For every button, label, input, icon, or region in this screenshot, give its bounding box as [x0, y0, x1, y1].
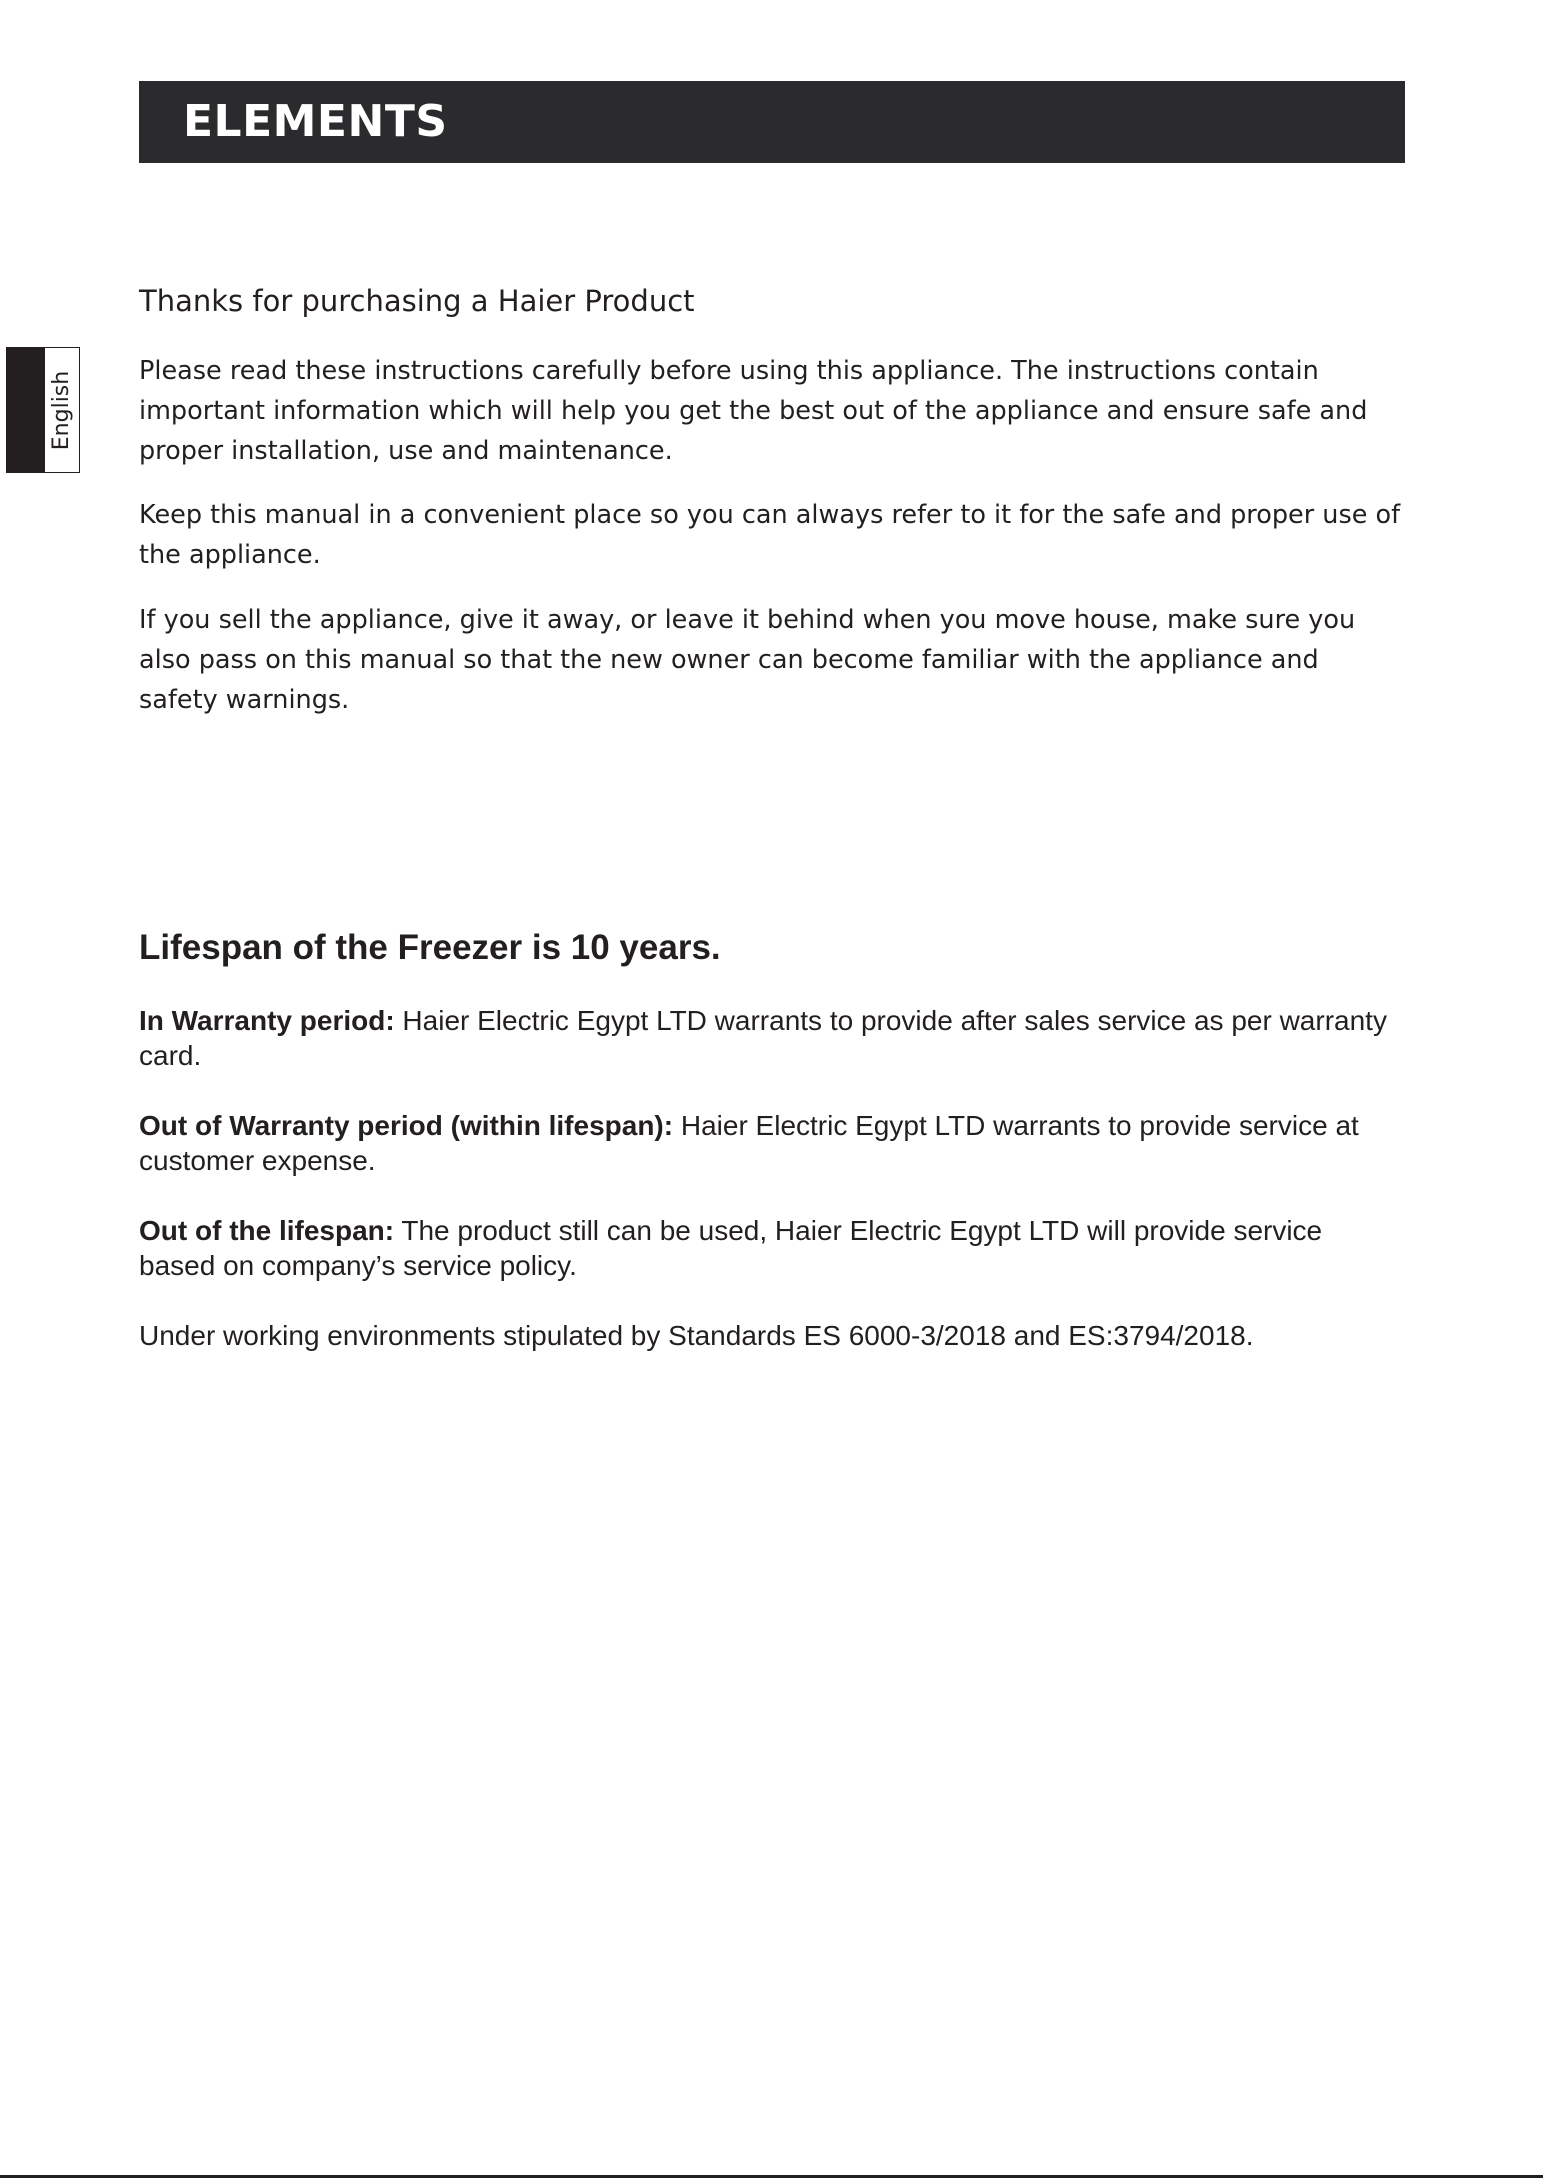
- standards-note: Under working environments stipulated by Standards ES 6000-3/2018 and ES:3794/2018.: [139, 1320, 1254, 1351]
- language-tab: [6, 347, 80, 473]
- bottom-divider: [0, 2175, 1543, 2178]
- warranty-in-period-label: In Warranty period:: [139, 1005, 395, 1036]
- language-label: English: [49, 370, 75, 450]
- intro-paragraph-1: Please read these instructions carefully before using this appliance. The instructions contain important information which will help you get the best out of the appliance and ensure safe and proper installation, use and maintenance.: [139, 356, 1368, 466]
- warranty-out-period-text: Haier Electric Egypt LTD warrants to provide service at customer expense.: [139, 1110, 1359, 1176]
- out-of-lifespan-text: The product still can be used, Haier Electric Egypt LTD will provide service based on company’s service policy.: [139, 1215, 1323, 1281]
- out-of-lifespan-label: Out of the lifespan:: [139, 1215, 395, 1246]
- section-header-bar: [139, 81, 1405, 163]
- warranty-in-period: [139, 1003, 1405, 1073]
- intro-paragraph-2: Keep this manual in a convenient place so you can always refer to it for the safe and proper use of the appliance.: [139, 500, 1401, 570]
- intro-heading: Thanks for purchasing a Haier Product: [139, 284, 695, 318]
- warranty-in-period-text: Haier Electric Egypt LTD warrants to provide after sales service as per warranty card.: [139, 1005, 1387, 1071]
- lifespan-title: Lifespan of the Freezer is 10 years.: [139, 928, 721, 967]
- warranty-out-period-label: Out of Warranty period (within lifespan):: [139, 1110, 674, 1141]
- warranty-out-period: [139, 1108, 1405, 1178]
- language-tab-label-wrap: [45, 348, 79, 472]
- out-of-lifespan: [139, 1213, 1405, 1283]
- section-title: ELEMENTS: [183, 96, 448, 147]
- intro-paragraph-3: If you sell the appliance, give it away, or leave it behind when you move house, make sure you also pass on this manual so that the new owner can become familiar with the appliance and safety warnings.: [139, 605, 1356, 715]
- language-tab-marker: [7, 348, 45, 472]
